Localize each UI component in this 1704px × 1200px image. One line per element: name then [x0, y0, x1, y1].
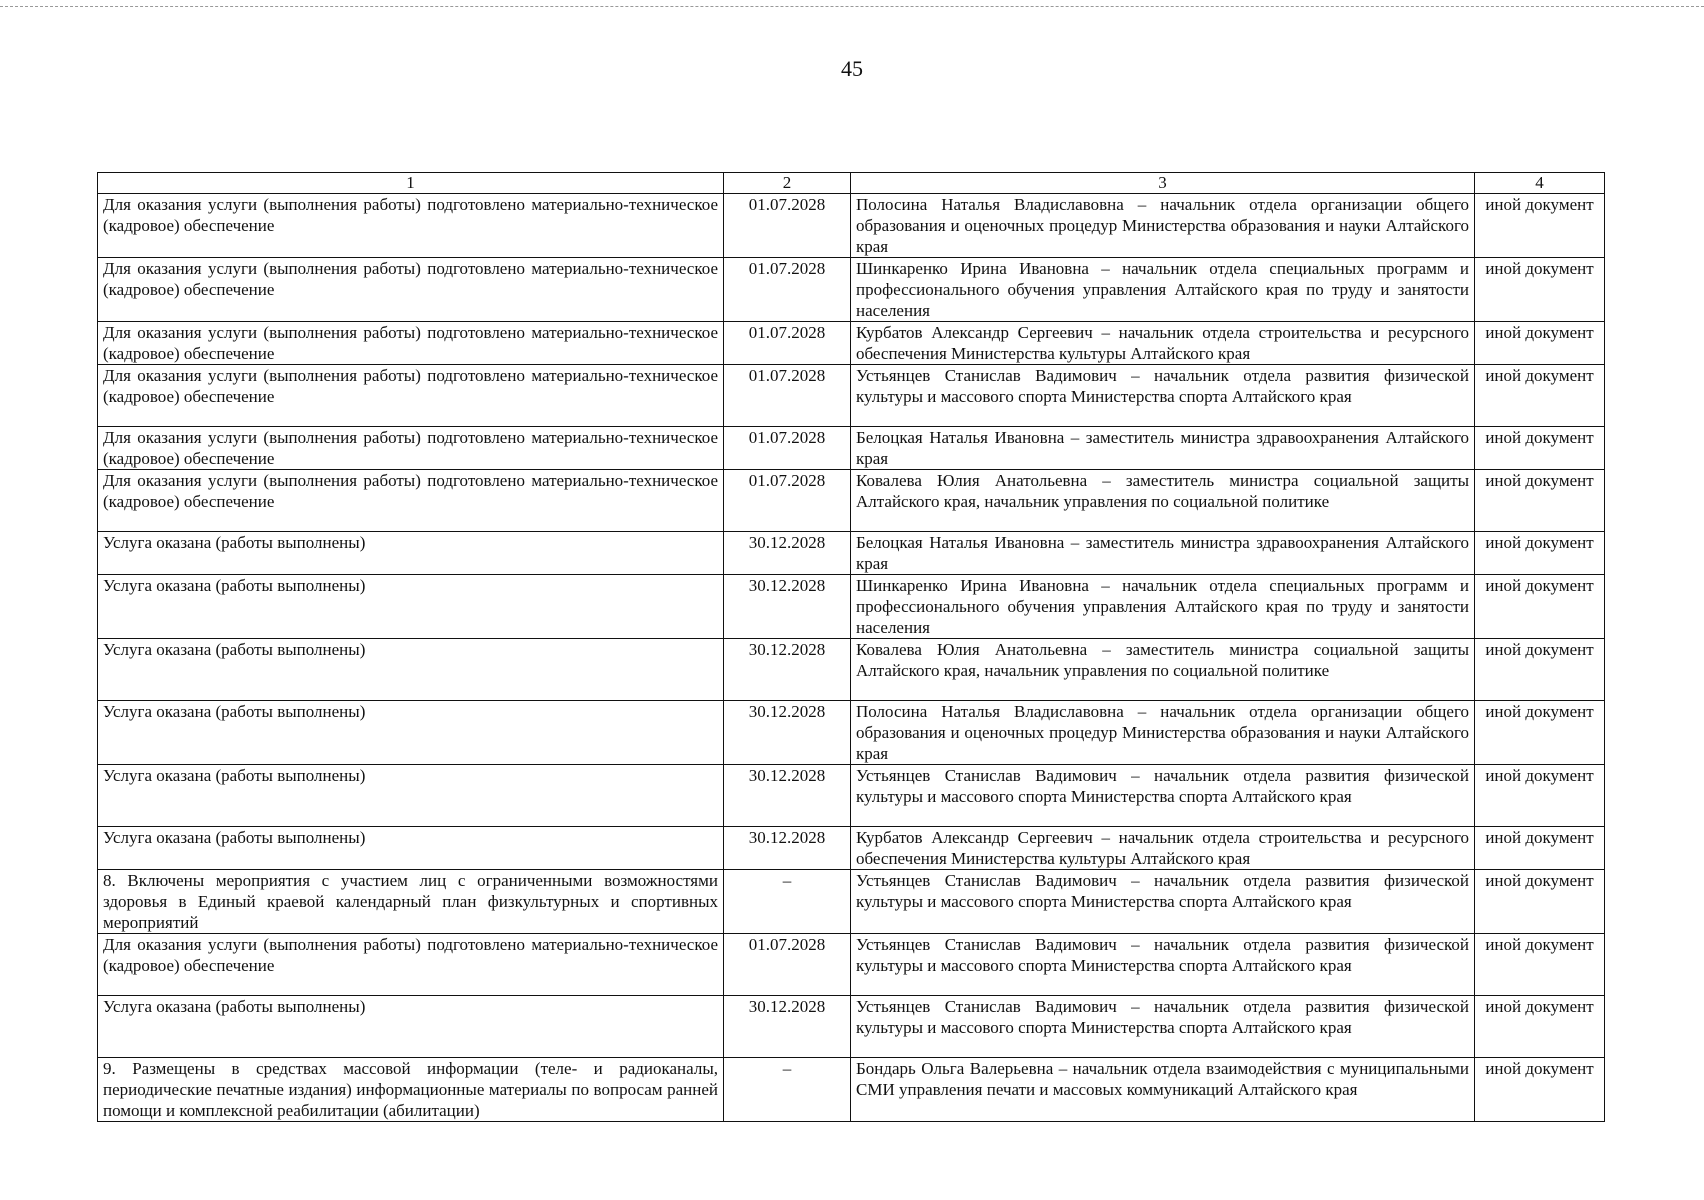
event-description-cell: Услуга оказана (работы выполнены) [98, 765, 724, 827]
document-type-cell: иной документ [1475, 470, 1605, 532]
table-row [98, 470, 1605, 532]
responsible-person-cell: Ковалева Юлия Анатольевна – заместитель министра социальной защиты Алтайского края, начальник управления по социальной политике [851, 639, 1475, 701]
table-row [98, 870, 1605, 934]
responsible-person-cell: Бондарь Ольга Валерьевна – начальник отдела взаимодействия с муниципальными СМИ управления печати и массовых коммуникаций Алтайского края [851, 1058, 1475, 1122]
deadline-date-cell: – [724, 870, 851, 934]
table-row [98, 701, 1605, 765]
responsible-person-cell: Курбатов Александр Сергеевич – начальник отдела строительства и ресурсного обеспечения Министерства культуры Алтайского края [851, 322, 1475, 365]
document-type-cell: иной документ [1475, 258, 1605, 322]
document-type-cell: иной документ [1475, 934, 1605, 996]
table-header-row [98, 173, 1605, 194]
document-type-cell: иной документ [1475, 1058, 1605, 1122]
responsible-person-cell: Устьянцев Станислав Вадимович – начальник отдела развития физической культуры и массового спорта Министерства спорта Алтайского края [851, 365, 1475, 427]
event-description-cell: 9. Размещены в средствах массовой информации (теле- и радиоканалы, периодические печатные издания) информационные материалы по вопросам ранней помощи и комплексной реабилитации (абилитации) [98, 1058, 724, 1122]
document-type-cell: иной документ [1475, 701, 1605, 765]
responsible-person-cell: Устьянцев Станислав Вадимович – начальник отдела развития физической культуры и массового спорта Министерства спорта Алтайского края [851, 870, 1475, 934]
responsible-person-cell: Шинкаренко Ирина Ивановна – начальник отдела специальных программ и профессионального обучения управления Алтайского края по труду и занятости населения [851, 258, 1475, 322]
responsible-person-cell: Белоцкая Наталья Ивановна – заместитель министра здравоохранения Алтайского края [851, 427, 1475, 470]
table-row [98, 322, 1605, 365]
deadline-date-cell: 30.12.2028 [724, 765, 851, 827]
document-type-cell: иной документ [1475, 765, 1605, 827]
table-row [98, 1058, 1605, 1122]
table-row [98, 427, 1605, 470]
document-type-cell: иной документ [1475, 575, 1605, 639]
event-description-cell: Для оказания услуги (выполнения работы) подготовлено материально-техническое (кадровое) обеспечение [98, 194, 724, 258]
deadline-date-cell: 30.12.2028 [724, 701, 851, 765]
document-table [97, 172, 1605, 1122]
event-description-cell: Для оказания услуги (выполнения работы) подготовлено материально-техническое (кадровое) обеспечение [98, 427, 724, 470]
responsible-person-cell: Ковалева Юлия Анатольевна – заместитель министра социальной защиты Алтайского края, начальник управления по социальной политике [851, 470, 1475, 532]
event-description-cell: Услуга оказана (работы выполнены) [98, 575, 724, 639]
responsible-person-cell: Устьянцев Станислав Вадимович – начальник отдела развития физической культуры и массового спорта Министерства спорта Алтайского края [851, 934, 1475, 996]
column-header-3: 3 [851, 173, 1475, 194]
deadline-date-cell: 30.12.2028 [724, 575, 851, 639]
top-scan-rule [0, 6, 1704, 7]
responsible-person-cell: Курбатов Александр Сергеевич – начальник отдела строительства и ресурсного обеспечения Министерства культуры Алтайского края [851, 827, 1475, 870]
responsible-person-cell: Белоцкая Наталья Ивановна – заместитель министра здравоохранения Алтайского края [851, 532, 1475, 575]
event-description-cell: Услуга оказана (работы выполнены) [98, 996, 724, 1058]
responsible-person-cell: Шинкаренко Ирина Ивановна – начальник отдела специальных программ и профессионального обучения управления Алтайского края по труду и занятости населения [851, 575, 1475, 639]
table-row [98, 365, 1605, 427]
document-type-cell: иной документ [1475, 870, 1605, 934]
table-row [98, 639, 1605, 701]
deadline-date-cell: 01.07.2028 [724, 934, 851, 996]
deadline-date-cell: 01.07.2028 [724, 258, 851, 322]
document-type-cell: иной документ [1475, 639, 1605, 701]
table-row [98, 258, 1605, 322]
table-row [98, 827, 1605, 870]
event-description-cell: Услуга оказана (работы выполнены) [98, 701, 724, 765]
column-header-1: 1 [98, 173, 724, 194]
table-row [98, 532, 1605, 575]
responsible-person-cell: Полосина Наталья Владиславовна – начальник отдела организации общего образования и оценочных процедур Министерства образования и науки Алтайского края [851, 701, 1475, 765]
deadline-date-cell: 01.07.2028 [724, 365, 851, 427]
deadline-date-cell: 01.07.2028 [724, 470, 851, 532]
column-header-4: 4 [1475, 173, 1605, 194]
event-description-cell: Для оказания услуги (выполнения работы) подготовлено материально-техническое (кадровое) обеспечение [98, 365, 724, 427]
deadline-date-cell: 01.07.2028 [724, 194, 851, 258]
document-type-cell: иной документ [1475, 365, 1605, 427]
document-type-cell: иной документ [1475, 532, 1605, 575]
document-type-cell: иной документ [1475, 827, 1605, 870]
document-type-cell: иной документ [1475, 427, 1605, 470]
event-description-cell: 8. Включены мероприятия с участием лиц с ограниченными возможностями здоровья в Единый краевой календарный план физкультурных и спортивных мероприятий [98, 870, 724, 934]
event-description-cell: Услуга оказана (работы выполнены) [98, 639, 724, 701]
event-description-cell: Для оказания услуги (выполнения работы) подготовлено материально-техническое (кадровое) обеспечение [98, 322, 724, 365]
document-type-cell: иной документ [1475, 322, 1605, 365]
table-body [98, 194, 1605, 1122]
page-number: 45 [841, 56, 863, 81]
table-row [98, 765, 1605, 827]
event-description-cell: Услуга оказана (работы выполнены) [98, 532, 724, 575]
responsible-person-cell: Устьянцев Станислав Вадимович – начальник отдела развития физической культуры и массового спорта Министерства спорта Алтайского края [851, 765, 1475, 827]
table-row [98, 996, 1605, 1058]
deadline-date-cell: 30.12.2028 [724, 532, 851, 575]
event-description-cell: Услуга оказана (работы выполнены) [98, 827, 724, 870]
responsible-person-cell: Устьянцев Станислав Вадимович – начальник отдела развития физической культуры и массового спорта Министерства спорта Алтайского края [851, 996, 1475, 1058]
responsible-person-cell: Полосина Наталья Владиславовна – начальник отдела организации общего образования и оценочных процедур Министерства образования и науки Алтайского края [851, 194, 1475, 258]
event-description-cell: Для оказания услуги (выполнения работы) подготовлено материально-техническое (кадровое) обеспечение [98, 258, 724, 322]
event-description-cell: Для оказания услуги (выполнения работы) подготовлено материально-техническое (кадровое) обеспечение [98, 934, 724, 996]
document-type-cell: иной документ [1475, 194, 1605, 258]
deadline-date-cell: 30.12.2028 [724, 996, 851, 1058]
deadline-date-cell: 30.12.2028 [724, 639, 851, 701]
table-row [98, 575, 1605, 639]
deadline-date-cell: 01.07.2028 [724, 427, 851, 470]
deadline-date-cell: – [724, 1058, 851, 1122]
column-header-2: 2 [724, 173, 851, 194]
table-row [98, 194, 1605, 258]
event-description-cell: Для оказания услуги (выполнения работы) подготовлено материально-техническое (кадровое) обеспечение [98, 470, 724, 532]
table-row [98, 934, 1605, 996]
deadline-date-cell: 30.12.2028 [724, 827, 851, 870]
document-type-cell: иной документ [1475, 996, 1605, 1058]
deadline-date-cell: 01.07.2028 [724, 322, 851, 365]
